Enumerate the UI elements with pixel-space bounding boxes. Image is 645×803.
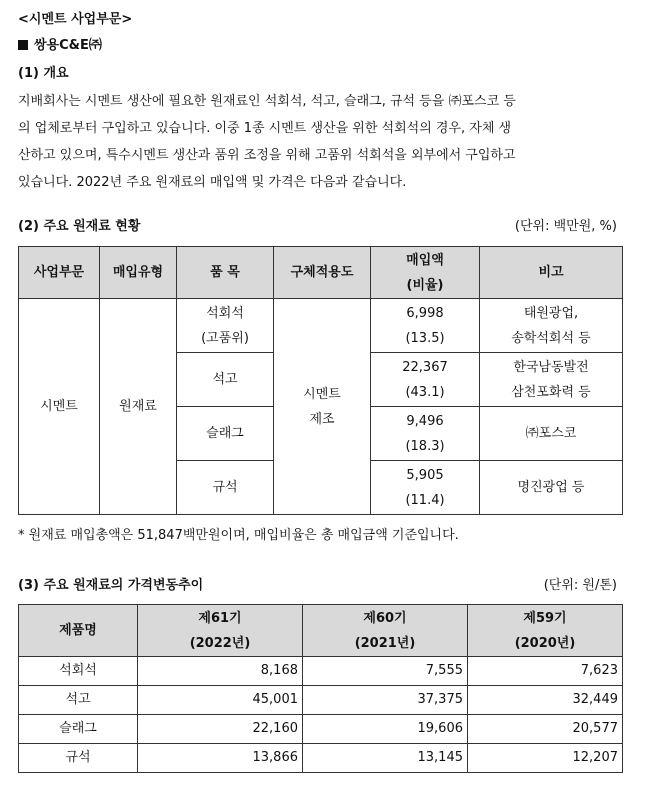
- header-p60-line1: 제60기: [363, 610, 407, 626]
- overview-line: 의 업체로부터 구입하고 있습니다. 이중 1종 시멘트 생산을 위한 석회석의 경우, 자체 생: [18, 121, 512, 136]
- header-note: 비고: [480, 247, 623, 299]
- price-p59: 32,449: [468, 686, 623, 715]
- header-p61: [138, 605, 303, 657]
- materials-footnote: * 원재료 매입총액은 51,847백만원이며, 매입비율은 총 매입금액 기준입니다.: [18, 528, 459, 543]
- price-p60: 7,555: [303, 657, 468, 686]
- price-p60: 13,145: [303, 744, 468, 773]
- price-p61: 13,866: [138, 744, 303, 773]
- price-p59: 7,623: [468, 657, 623, 686]
- header-p60: [303, 605, 468, 657]
- use-line1: 시멘트: [303, 386, 341, 402]
- item-line1: 석회석: [206, 305, 244, 321]
- item-cell: 석고: [177, 353, 274, 407]
- purchase-type-cell: 원재료: [100, 299, 177, 515]
- amount-cell: [371, 461, 480, 515]
- header-amount-line1: 매입액: [406, 252, 444, 268]
- amount-cell: [371, 299, 480, 353]
- table-row: [19, 744, 623, 773]
- use-line2: 제조: [309, 411, 335, 427]
- materials-heading: (2) 주요 원재료 현황: [18, 219, 141, 234]
- overview-line: 산하고 있으며, 특수시멘트 생산과 품위 조정을 위해 고품위 석회석을 외부에서 구입하고: [18, 148, 516, 163]
- price-p60: 37,375: [303, 686, 468, 715]
- overview-line: 지배회사는 시멘트 생산에 필요한 원재료인 석회석, 석고, 슬래그, 규석 등을 ㈜포스코 등: [18, 94, 516, 109]
- note-line2: 삼천포화력 등: [511, 384, 591, 400]
- company-heading: [18, 34, 102, 53]
- price-p59: 20,577: [468, 715, 623, 744]
- table-row: [19, 686, 623, 715]
- materials-unit: (단위: 백만원, %): [514, 219, 617, 234]
- header-product: 제품명: [19, 605, 138, 657]
- item-cell: 슬래그: [177, 407, 274, 461]
- header-use: 구체적용도: [274, 247, 371, 299]
- ratio-value: (11.4): [405, 492, 445, 508]
- note-line1: 태원광업,: [523, 305, 579, 321]
- header-p59: [468, 605, 623, 657]
- amount-value: 5,905: [406, 467, 444, 483]
- header-p60-line2: (2021년): [354, 635, 416, 651]
- ratio-value: (18.3): [405, 438, 445, 454]
- note-line1: 한국남동발전: [513, 359, 589, 375]
- amount-value: 9,496: [406, 413, 444, 429]
- item-cell: 규석: [177, 461, 274, 515]
- header-purchase-type: 매입유형: [100, 247, 177, 299]
- note-cell: 명진광업 등: [480, 461, 623, 515]
- header-division: 사업부문: [19, 247, 100, 299]
- amount-cell: [371, 353, 480, 407]
- price-p61: 22,160: [138, 715, 303, 744]
- table-row: [19, 299, 623, 353]
- square-bullet-icon: [18, 40, 28, 50]
- product-name: 규석: [19, 744, 138, 773]
- overview-paragraph: [18, 88, 618, 196]
- prices-heading: (3) 주요 원재료의 가격변동추이: [18, 578, 204, 593]
- item-line2: (고품위): [201, 330, 249, 346]
- product-name: 석고: [19, 686, 138, 715]
- ratio-value: (43.1): [405, 384, 445, 400]
- amount-value: 6,998: [406, 305, 444, 321]
- product-name: 슬래그: [19, 715, 138, 744]
- table-row: [19, 715, 623, 744]
- price-p61: 45,001: [138, 686, 303, 715]
- price-p59: 12,207: [468, 744, 623, 773]
- header-amount: [371, 247, 480, 299]
- note-line2: 송학석회석 등: [511, 330, 591, 346]
- prices-unit: (단위: 원/톤): [543, 578, 617, 593]
- company-name: 쌍용C&E㈜: [34, 38, 102, 53]
- note-cell: [480, 299, 623, 353]
- use-cell: [274, 299, 371, 515]
- item-cell: [177, 299, 274, 353]
- note-cell: ㈜포스코: [480, 407, 623, 461]
- header-p59-line1: 제59기: [523, 610, 567, 626]
- division-cell: 시멘트: [19, 299, 100, 515]
- table-header-row: [19, 247, 623, 299]
- header-item: 품 목: [177, 247, 274, 299]
- materials-table: [18, 246, 623, 515]
- header-p61-line2: (2022년): [189, 635, 251, 651]
- table-header-row: [19, 605, 623, 657]
- price-p60: 19,606: [303, 715, 468, 744]
- overview-heading: (1) 개요: [18, 66, 69, 81]
- header-amount-line2: (비율): [406, 277, 444, 293]
- price-p61: 8,168: [138, 657, 303, 686]
- section-title: <시멘트 사업부문>: [18, 12, 133, 27]
- overview-line: 있습니다. 2022년 주요 원재료의 매입액 및 가격은 다음과 같습니다.: [18, 175, 407, 190]
- header-p61-line1: 제61기: [198, 610, 242, 626]
- product-name: 석회석: [19, 657, 138, 686]
- table-row: [19, 657, 623, 686]
- amount-cell: [371, 407, 480, 461]
- note-cell: [480, 353, 623, 407]
- ratio-value: (13.5): [405, 330, 445, 346]
- prices-table: [18, 604, 623, 773]
- amount-value: 22,367: [402, 359, 448, 375]
- header-p59-line2: (2020년): [514, 635, 576, 651]
